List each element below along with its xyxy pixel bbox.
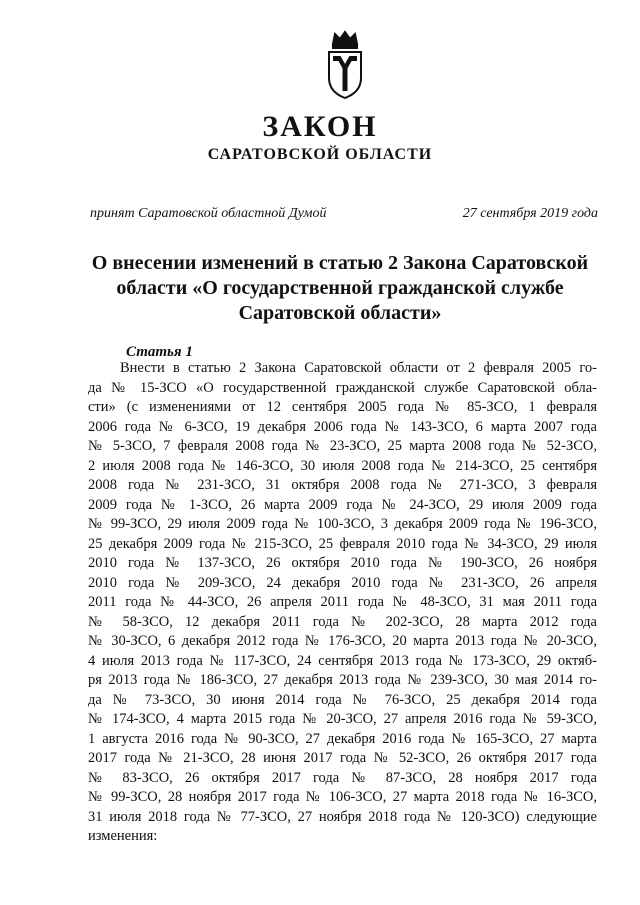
adoption-date: 27 сентября 2019 года [462, 206, 598, 221]
heading-line: Саратовской области» [238, 302, 442, 324]
article-text-line: 1 августа 2016 года № 90-ЗСО, 27 декабря 2016 года № 165-ЗСО, 27 марта [88, 730, 597, 747]
article-text-line: 2006 года № 6-ЗСО, 19 декабря 2006 года № 143-ЗСО, 6 марта 2007 года [88, 418, 597, 435]
heading-line: области «О государственной гражданской службе [116, 277, 564, 299]
article-text-line: 31 июля 2018 года № 77-ЗСО, 27 ноября 2018 года № 120-ЗСО) следующие [88, 808, 597, 825]
article-text-line: 2011 года № 44-ЗСО, 26 апреля 2011 года № 48-ЗСО, 31 мая 2011 года [88, 594, 597, 610]
article-text-line: изменения: [88, 828, 158, 844]
article-text-line: № 5-ЗСО, 7 февраля 2008 года № 23-ЗСО, 25 марта 2008 года № 52-ЗСО, [88, 438, 597, 454]
article-text-line: № 58-ЗСО, 12 декабря 2011 года № 202-ЗСО, 28 марта 2012 года [88, 613, 597, 630]
article-text-line: 25 декабря 2009 года № 215-ЗСО, 25 февраля 2010 года № 34-ЗСО, 29 июля [88, 535, 597, 552]
article-text-line: 2010 года № 209-ЗСО, 24 декабря 2010 года № 231-ЗСО, 26 апреля [88, 574, 597, 591]
coat-of-arms-emblem [323, 30, 367, 102]
article-text-line: сти» (с изменениями от 12 сентября 2005 года № 85-ЗСО, 1 февраля [88, 399, 597, 415]
article-text-line: да № 73-ЗСО, 30 июня 2014 года № 76-ЗСО, 25 декабря 2014 года [88, 691, 597, 708]
adopted-by: принят Саратовской областной Думой [90, 206, 327, 221]
article-text-line: № 99-ЗСО, 28 ноября 2017 года № 106-ЗСО, 27 марта 2018 года № 16-ЗСО, [88, 789, 597, 805]
article-text-line: Внести в статью 2 Закона Саратовской области от 2 февраля 2005 го- [120, 360, 597, 376]
article-body [88, 359, 597, 847]
region-name: САРАТОВСКОЙ ОБЛАСТИ [207, 146, 433, 163]
article-text-line: да № 15-ЗСО «О государственной гражданской службе Саратовской обла- [88, 379, 597, 396]
article-text-line: 4 июля 2013 года № 117-ЗСО, 24 сентября 2013 года № 173-ЗСО, 29 октяб- [88, 652, 597, 669]
article-text-line: 2010 года № 137-ЗСО, 26 октября 2010 года № 190-ЗСО, 26 ноября [88, 555, 597, 571]
article-text-line: № 83-ЗСО, 26 октября 2017 года № 87-ЗСО, 28 ноября 2017 года [88, 769, 597, 786]
article-text-line: № 174-ЗСО, 4 марта 2015 года № 20-ЗСО, 27 апреля 2016 года № 59-ЗСО, [88, 711, 597, 727]
article-text-line: № 99-ЗСО, 29 июля 2009 года № 100-ЗСО, 3 декабря 2009 года № 196-ЗСО, [88, 516, 597, 532]
article-text-line: № 30-ЗСО, 6 декабря 2012 года № 176-ЗСО, 20 марта 2013 года № 20-ЗСО, [88, 633, 597, 649]
article-text-line: 2009 года № 1-ЗСО, 26 марта 2009 года № 24-ЗСО, 29 июля 2009 года [88, 496, 597, 513]
article-text-line: 2008 года № 231-ЗСО, 31 октября 2008 года № 271-ЗСО, 3 февраля [88, 477, 597, 493]
article-text-line: 2 июля 2008 года № 146-ЗСО, 30 июля 2008 года № 214-ЗСО, 25 сентября [88, 457, 597, 474]
article-text-line: ря 2013 года № 186-ЗСО, 27 декабря 2013 года № 239-ЗСО, 30 мая 2014 го- [88, 672, 597, 688]
document-heading [80, 251, 600, 326]
article-text-line: 2017 года № 21-ЗСО, 28 июня 2017 года № 52-ЗСО, 26 октября 2017 года [88, 750, 597, 766]
article-label: Статья 1 [126, 344, 193, 360]
heading-line: О внесении изменений в статью 2 Закона Саратовской [91, 252, 589, 274]
law-title: ЗАКОН [262, 110, 378, 143]
